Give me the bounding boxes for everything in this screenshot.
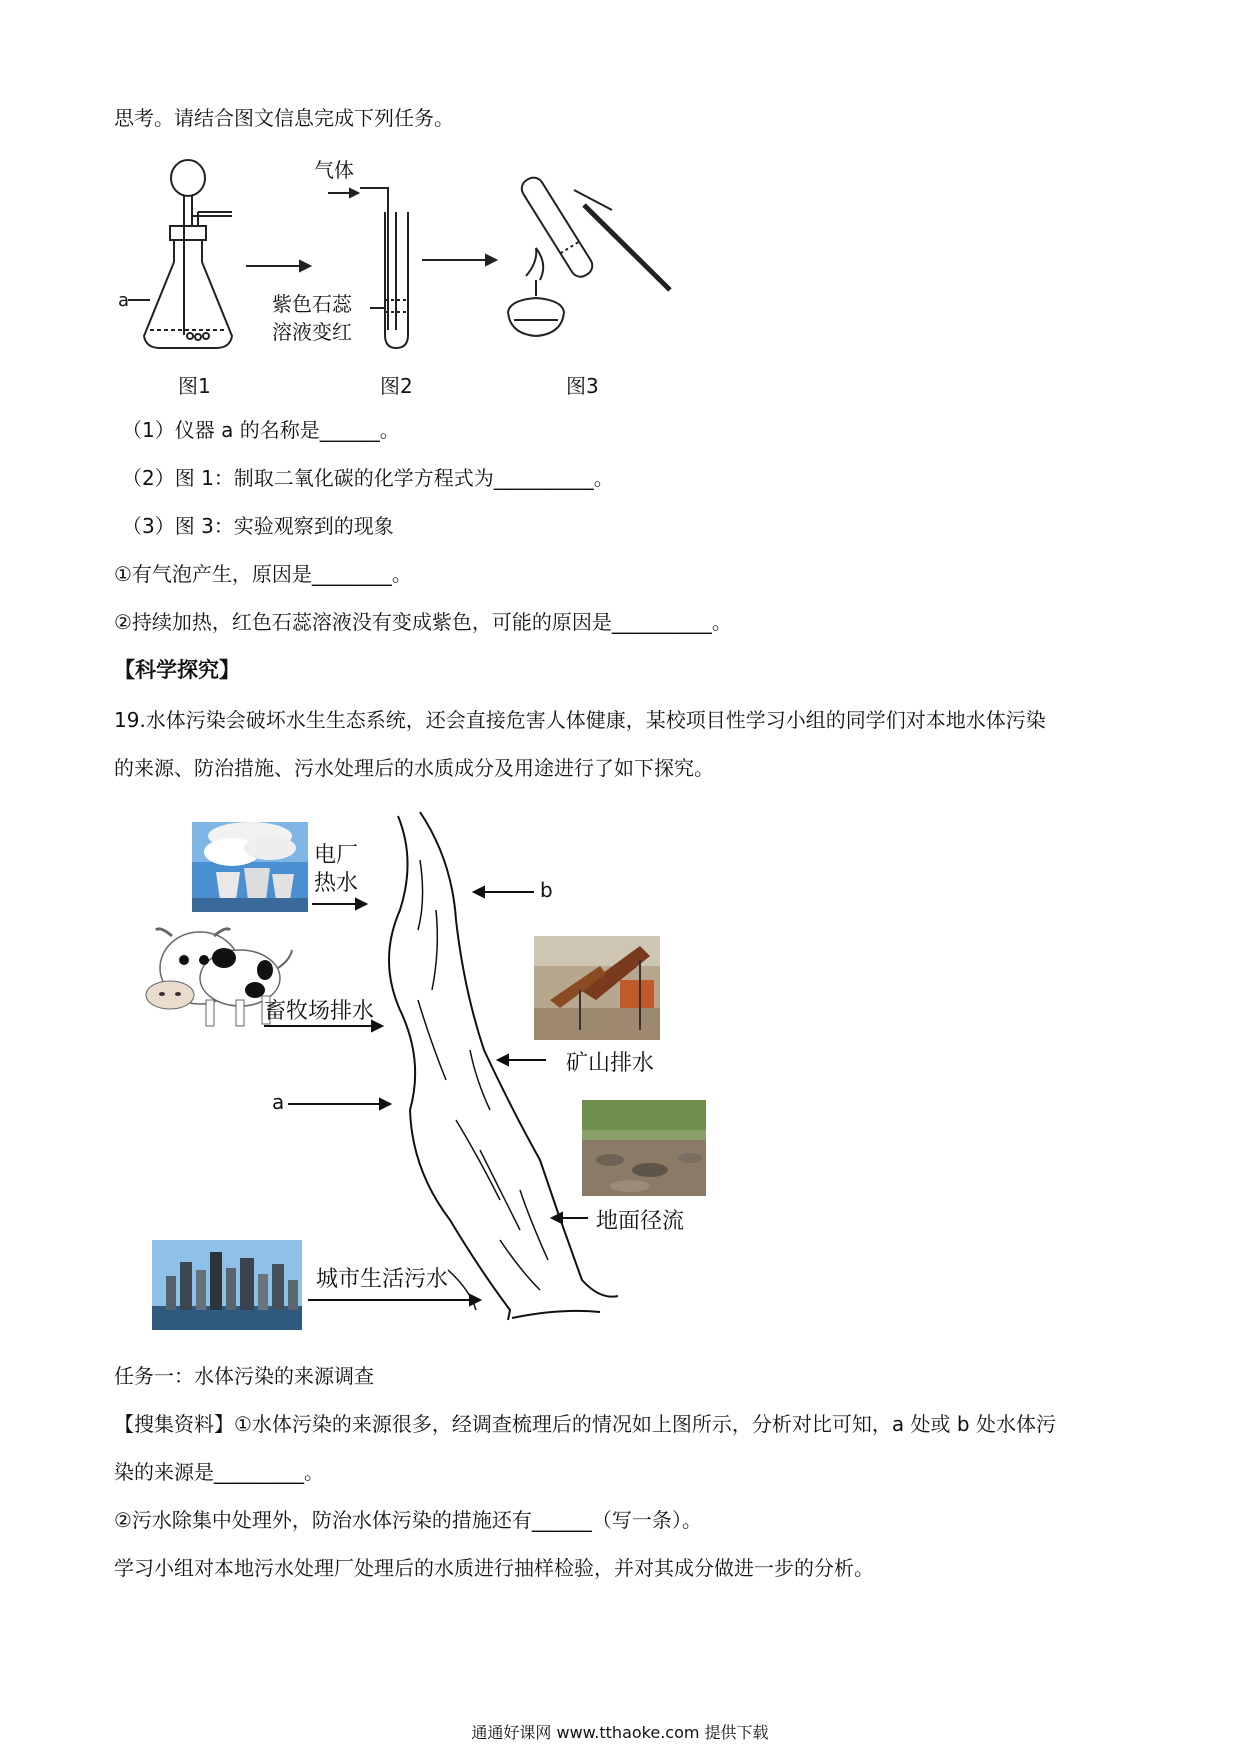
label-a: a xyxy=(272,1090,285,1114)
collect-line2: 染的来源是_________。 xyxy=(114,1460,324,1484)
power-plant-label-line2: 热水 xyxy=(314,871,359,896)
figure1-caption: 图1 xyxy=(178,374,211,398)
arrow-b xyxy=(474,887,534,897)
city-image xyxy=(152,1240,302,1330)
mine-label: 矿山排水 xyxy=(566,1051,655,1076)
task1-title: 任务一：水体污染的来源调查 xyxy=(114,1364,374,1388)
gas-label: 气体 xyxy=(314,158,354,182)
river-flow-lines xyxy=(418,860,548,1310)
q19-line1: 19.水体污染会破坏水生生态系统，还会直接危害人体健康，某校项目性学习小组的同学们对本地水体污染 xyxy=(114,708,1046,732)
question-1: （1）仪器 a 的名称是______。 xyxy=(122,418,400,442)
question-3-part1: ①有气泡产生，原因是________。 xyxy=(114,562,412,586)
collect-line1: 【搜集资料】①水体污染的来源很多，经调查梳理后的情况如上图所示，分析对比可知，a 处或 b 处水体污 xyxy=(114,1412,1056,1436)
sampling-text: 学习小组对本地污水处理厂处理后的水质进行抽样检验，并对其成分做进一步的分析。 xyxy=(114,1556,874,1580)
arrow-power-plant xyxy=(312,899,366,909)
question-3: （3）图 3：实验观察到的现象 xyxy=(122,514,394,538)
q19-line2: 的来源、防治措施、污水处理后的水质成分及用途进行了如下探究。 xyxy=(114,756,714,780)
runoff-image xyxy=(582,1100,706,1196)
section-title: 【科学探究】 xyxy=(114,658,240,682)
litmus-label-line1: 紫色石蕊 xyxy=(272,292,352,316)
litmus-label-line2: 溶液变红 xyxy=(272,320,352,344)
question-2: （2）图 1：制取二氧化碳的化学方程式为__________。 xyxy=(122,466,614,490)
city-label: 城市生活污水 xyxy=(316,1267,449,1292)
power-plant-image xyxy=(192,822,308,912)
arrow-mine xyxy=(498,1055,546,1065)
collect-part2: ②污水除集中处理外，防治水体污染的措施还有______（写一条）。 xyxy=(114,1508,702,1532)
intro-text: 思考。请结合图文信息完成下列任务。 xyxy=(114,106,454,130)
power-plant-label-line1: 电厂 xyxy=(314,843,359,868)
livestock-label: 畜牧场排水 xyxy=(264,999,375,1024)
arrow-a xyxy=(288,1099,390,1109)
instrument-a-label: a xyxy=(118,290,130,311)
mine-image xyxy=(534,936,660,1040)
label-b: b xyxy=(540,878,553,902)
arrow-runoff xyxy=(552,1213,588,1223)
question-3-part2: ②持续加热，红色石蕊溶液没有变成紫色，可能的原因是__________。 xyxy=(114,610,732,634)
arrow-city xyxy=(308,1295,480,1305)
figure2-caption: 图2 xyxy=(380,374,413,398)
figure3-caption: 图3 xyxy=(566,374,599,398)
footer-source: 通通好课网 www.tthaoke.com 提供下载 xyxy=(471,1723,769,1742)
runoff-label: 地面径流 xyxy=(596,1209,685,1234)
